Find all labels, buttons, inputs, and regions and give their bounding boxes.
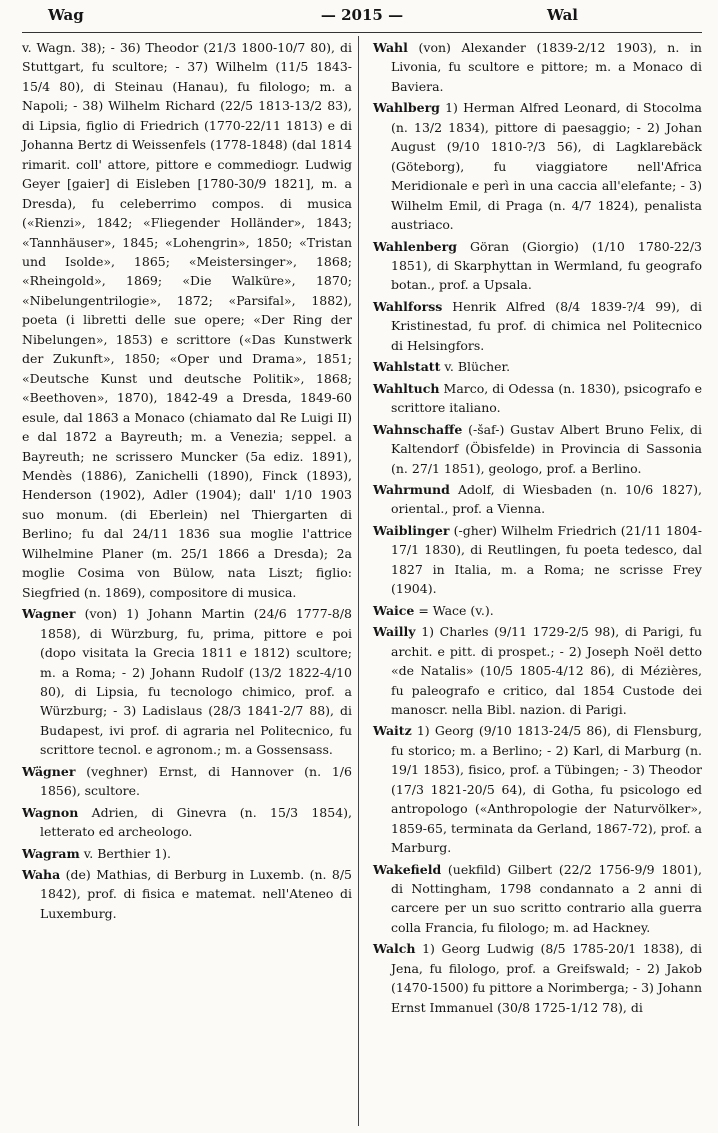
dictionary-entry	[373, 379, 702, 418]
entry-text: 1) Herman Alfred Leonard, di Stocolma (n. 13/2 1834), pittore di paesaggio; - 2) Johan August (9/10 1810-?/3 56), di Lagklarebäck (Göteborg), fu viaggiatore nell'Africa Meridionale e perì in una caccia all'elefante; - 3) Wilhelm Emil, di Praga (n. 4/7 1824), penalista austriaco.	[391, 100, 702, 233]
dictionary-entry	[373, 357, 702, 376]
entry-text: (veghner) Ernst, di Hannover (n. 1/6 1856), scultore.	[40, 763, 352, 799]
entry-text: = Wace (v.).	[418, 602, 494, 618]
entry-headword: Wahnschaffe	[373, 421, 463, 437]
entry-text: (de) Mathias, di Berburg in Luxemb. (n. 8/5 1842), prof. di fisica e matemat. nell'Ateneo di Luxemburg.	[40, 867, 352, 921]
entry-text: Göran (Giorgio) (1/10 1780-22/3 1851), di Skarphyttan in Wermland, fu geografo botan., prof. a Upsala.	[391, 238, 702, 293]
dictionary-entry	[373, 297, 702, 355]
dictionary-entry	[22, 38, 352, 602]
entry-headword: Wakefield	[373, 861, 442, 877]
page-header	[22, 4, 702, 28]
dictionary-entry	[373, 939, 702, 1017]
entry-text: (-gher) Wilhelm Friedrich (21/11 1804-17/1 1830), di Reutlingen, fu poeta tedesco, dal 1827 in Italia, m. a Roma; ne scrisse Frey (1904).	[391, 522, 702, 597]
left-column	[22, 38, 352, 925]
entry-headword: Wahlforss	[373, 298, 443, 314]
dictionary-entry	[373, 721, 702, 857]
entry-text: 1) Georg Ludwig (8/5 1785-20/1 1838), di Jena, fu filologo, prof. a Greifswald; - 2) Jakob (1470-1500) fu pittore a Norimberga; - 3) Johann Ernst Immanuel (30/8 1725-1/12 78), di	[391, 941, 703, 1015]
entry-headword: Waitz	[373, 723, 412, 739]
entry-headword: Wagram	[22, 845, 80, 861]
entry-headword: Wagner	[22, 606, 76, 622]
dictionary-entry	[373, 601, 702, 620]
entry-text: Marco, di Odessa (n. 1830), psicografo e scrittore italiano.	[391, 380, 702, 416]
entry-headword: Wailly	[373, 624, 416, 640]
dictionary-entry	[373, 622, 702, 719]
dictionary-entry	[373, 98, 702, 234]
dictionary-entry	[373, 860, 702, 938]
entry-text: Henrik Alfred (8/4 1839-?/4 99), di Kristinestad, fu prof. di chimica nel Politecnico di Helsingfors.	[391, 298, 702, 353]
entry-text: (von) 1) Johann Martin (24/6 1777-8/8 1858), di Würzburg, fu, prima, pittore e poi (dopo visitata la Grecia 1811 e 1812) scultore; m. a Roma; - 2) Johann Rudolf (13/2 1822-4/10 80), di Lipsia, fu tecnologo chimico, prof. a Würzburg; - 3) Ladislaus (28/3 1841-2/7 88), di Budapest, ivi prof. di agraria nel Politecnico, fu scrittore tecnol. e agronom.; m. a Gossensass.	[40, 606, 352, 758]
entry-text: Adrien, di Ginevra (n. 15/3 1854), letterato ed archeologo.	[40, 804, 353, 840]
entry-text: (uekfild) Gilbert (22/2 1756-9/9 1801), di Nottingham, 1798 condannato a 2 anni di carcere per un suo scritto contrario alla guerra colla Francia, fu filologo; m. ad Hackney.	[391, 861, 702, 935]
entry-headword: Wahlenberg	[373, 238, 457, 254]
entry-text: (von) Alexander (1839-2/12 1903), n. in Livonia, fu scultore e pittore; m. a Monaco di Baviera.	[391, 40, 702, 94]
running-head-right: Wal	[547, 6, 578, 24]
dictionary-entry	[22, 844, 352, 863]
dictionary-entry	[373, 521, 702, 599]
entry-headword: Wahltuch	[373, 380, 440, 396]
entry-text: 1) Georg (9/10 1813-24/5 86), di Flensburg, fu storico; m. a Berlino; - 2) Karl, di Marburg (n. 19/1 1853), fisico, prof. a Tübingen; - 3) Theodor (17/3 1821-20/5 64), di Gotha, fu psicologo ed antropologo («Anthropologie der Naturvölker», 1859-65, terminata da Gerland, 1867-72), prof. a Marburg.	[391, 723, 702, 856]
entry-text: 1) Charles (9/11 1729-2/5 98), di Parigi, fu archit. e pitt. di prospet.; - 2) Joseph Noël detto «de Natalis» (10/5 1805-4/12 86), di Mézières, fu paleografo e critico, dal 1854 Custode dei manoscr. nella Bibl. nazion. di Parigi.	[391, 624, 702, 717]
dictionary-entry	[373, 420, 702, 478]
entry-text: v. Wagn. 38); - 36) Theodor (21/3 1800-10/7 80), di Stuttgart, fu scultore; - 37) Wilhelm (11/5 1843-15/4 80), di Steinau (Hanau), fu filologo; m. a Napoli; - 38) Wilhelm Richard (22/5 1813-13/2 83), di Lipsia, figlio di Friedrich (1770-22/11 1813) e di Johanna Bertz di Weissenfels (1778-1848) (dal 1814 rimarit. coll' attore, pittore e commediogr. Ludwig Geyer [gaier] di Eisleben [1780-30/9 1821], m. a Dresda), fu celeberrimo compos. di musica («Rienzi», 1842; «Fliegender Holländer», 1843; «Tannhäuser», 1845; «Lohengrin», 1850; «Tristan und Isolde», 1865; «Meistersinger», 1868; «Rheingold», 1869; «Die Walküre», 1870; «Nibelungentrilogie», 1872; «Parsifal», 1882), poeta (i libretti delle sue opere; «Der Ring der Nibelungen», 1853) e scrittore («Das Kunstwerk der Zukunft», 1850; «Oper und Drama», 1851; «Deutsche Kunst und deutsche Politik», 1868; «Beethoven», 1870), 1842-49 a Dresda, 1849-60 esule, dal 1863 a Monaco (chiamato dal Re Luigi II) e dal 1872 a Bayreuth; m. a Venezia; seppel. a Bayreuth; ne scrissero Muncker (5a ediz. 1891), Mendès (1886), Zanichelli (1890), Finck (1893), Henderson (1902), Adler (1904); dall' 1/10 1903 suo monum. (di Eberlein) nel Thiergarten di Berlino; fu dal 24/11 1836 sua moglie l'attrice Wilhelmine Planer (m. 25/1 1866 a Dresda); 2a moglie Cosima von Bülow, nata Liszt; figlio: Siegfried (n. 1869), compositore di musica.	[22, 40, 352, 600]
header-rule	[22, 32, 702, 33]
entry-headword: Wahlberg	[373, 100, 440, 116]
dictionary-entry	[22, 762, 352, 801]
running-head-left: Wag	[48, 6, 84, 24]
entry-headword: Waiblinger	[373, 522, 450, 538]
entry-text: (-šaf-) Gustav Albert Bruno Felix, di Kaltendorf (Öbisfelde) in Provincia di Sassonia (n. 27/1 1851), geologo, prof. a Berlino.	[391, 421, 702, 476]
page-number: — 2015 —	[320, 6, 404, 24]
entry-headword: Waha	[22, 867, 61, 883]
dictionary-entry	[373, 38, 702, 96]
entry-headword: Wagnon	[22, 804, 79, 820]
dictionary-entry	[373, 237, 702, 295]
dictionary-entry	[22, 803, 352, 842]
entry-headword: Wahrmund	[373, 481, 450, 497]
entry-headword: Wahlstatt	[373, 359, 441, 375]
entry-text: Adolf, di Wiesbaden (n. 10/6 1827), oriental., prof. a Vienna.	[391, 481, 702, 517]
dictionary-entry	[373, 480, 702, 519]
dictionary-entry	[22, 865, 352, 923]
entry-text: v. Blücher.	[444, 359, 511, 375]
entry-headword: Wägner	[22, 763, 76, 779]
column-divider	[358, 36, 359, 1126]
entry-headword: Waice	[373, 602, 415, 618]
entry-headword: Wahl	[373, 40, 408, 55]
dictionary-entry	[22, 604, 352, 760]
entry-text: v. Berthier 1).	[83, 845, 171, 861]
entry-headword: Walch	[373, 941, 416, 957]
right-column	[373, 38, 702, 1019]
